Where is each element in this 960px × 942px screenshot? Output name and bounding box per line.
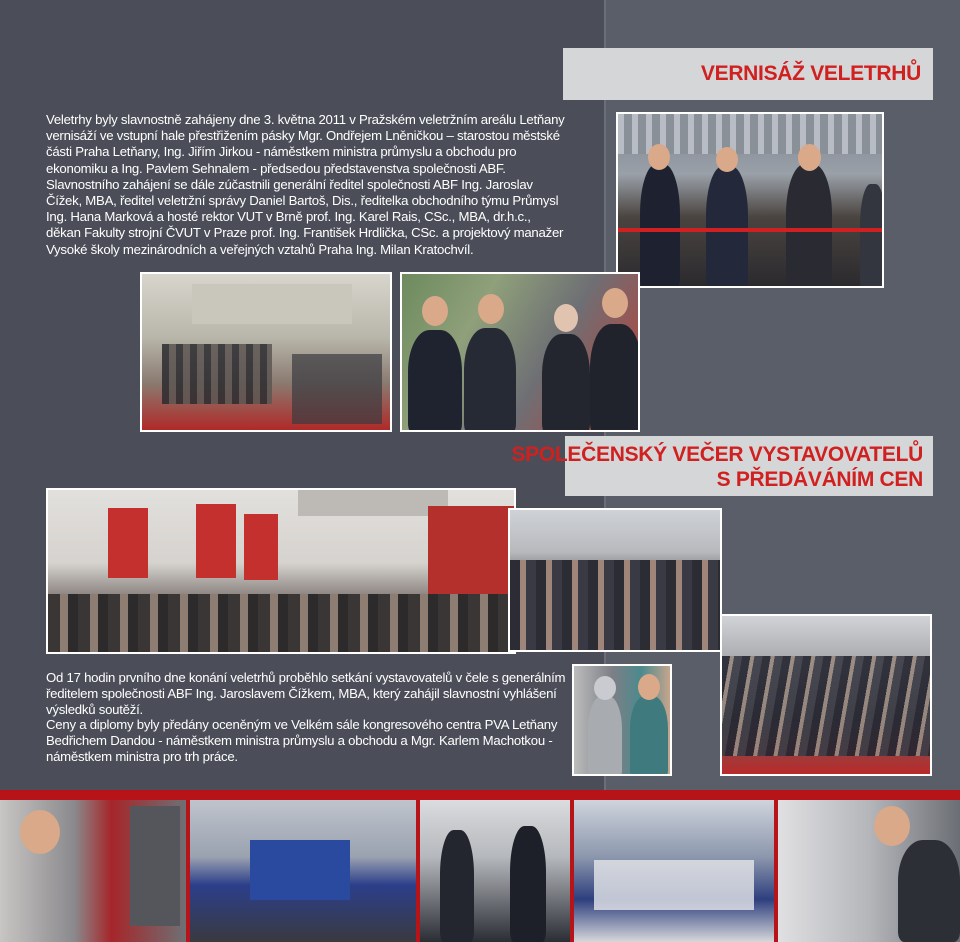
vecer-paragraph-2: Ceny a diplomy byly předány oceněným ve Velkém sále kongresového centra PVA Letňany Bedřichem Dandou - náměstkem ministra průmyslu a obchodu a Mgr. Karlem Machotkou - náměstkem ministra pro trh práce. xyxy=(46,717,558,765)
strip-photo-machine xyxy=(0,800,186,942)
strip-photo-engineer xyxy=(778,800,960,942)
photo-costume xyxy=(572,664,672,776)
strip-photo-visitors xyxy=(420,800,570,942)
photo-ribbon-cutting xyxy=(616,112,884,288)
vernisaz-title: VERNISÁŽ VELETRHŮ xyxy=(700,62,921,85)
vecer-paragraph-1: Od 17 hodin prvního dne konání veletrhů proběhlo setkání vystavovatelů v čele s generálním ředitelem společnosti ABF Ing. Jaroslavem Čížkem, MBA, který zahájil slavnostní vyhlášení výsledků soutěží. xyxy=(46,670,566,718)
photo-evening-crowd xyxy=(720,614,932,776)
strip-photo-exhibit xyxy=(574,800,774,942)
vernisaz-title-box xyxy=(563,48,933,100)
vernisaz-paragraph: Veletrhy byly slavnostně zahájeny dne 3. května 2011 v Pražském veletržním areálu Letňany vernisáží ve vstupní hale přestřižením pásky Mgr. Ondřejem Lněničkou – starostou městské části Praha Letňany, Ing. Jiřím Jirkou - náměstkem ministra průmyslu a obchodu pro ekonomiku a Ing. Pavlem Sehnalem - předsedou představenstva společnosti ABF. Slavnostního zahájení se dále zúčastnili generální ředitel společnosti ABF Ing. Jaroslav Čížek, MBA, ředitel veletržní správy Daniel Bartoš, Dis., ředitelka obchodního týmu Průmysl Ing. Hana Marková a hosté rektor VUT v Brně prof. Ing. Karel Rais, CSc., MBA, dr.h.c., děkan Fakulty strojní ČVUT v Praze prof. Ing. František Hrdlička, CSc. a projektový manažer Vysoké školy mezinárodních a veřejných vztahů Praha Ing. Milan Kratochvíl. xyxy=(46,112,565,257)
photo-hall-crowd xyxy=(140,272,392,432)
vecer-title-line2: S PŘEDÁVÁNÍM CEN xyxy=(716,468,923,491)
photo-stage xyxy=(46,488,516,654)
strip-photo-hall-stands xyxy=(190,800,416,942)
vecer-title-line1: SPOLEČENSKÝ VEČER VYSTAVOVATELŮ xyxy=(511,443,923,466)
photo-audience xyxy=(508,508,722,652)
photo-toast xyxy=(400,272,640,432)
vecer-title-box xyxy=(511,436,933,496)
